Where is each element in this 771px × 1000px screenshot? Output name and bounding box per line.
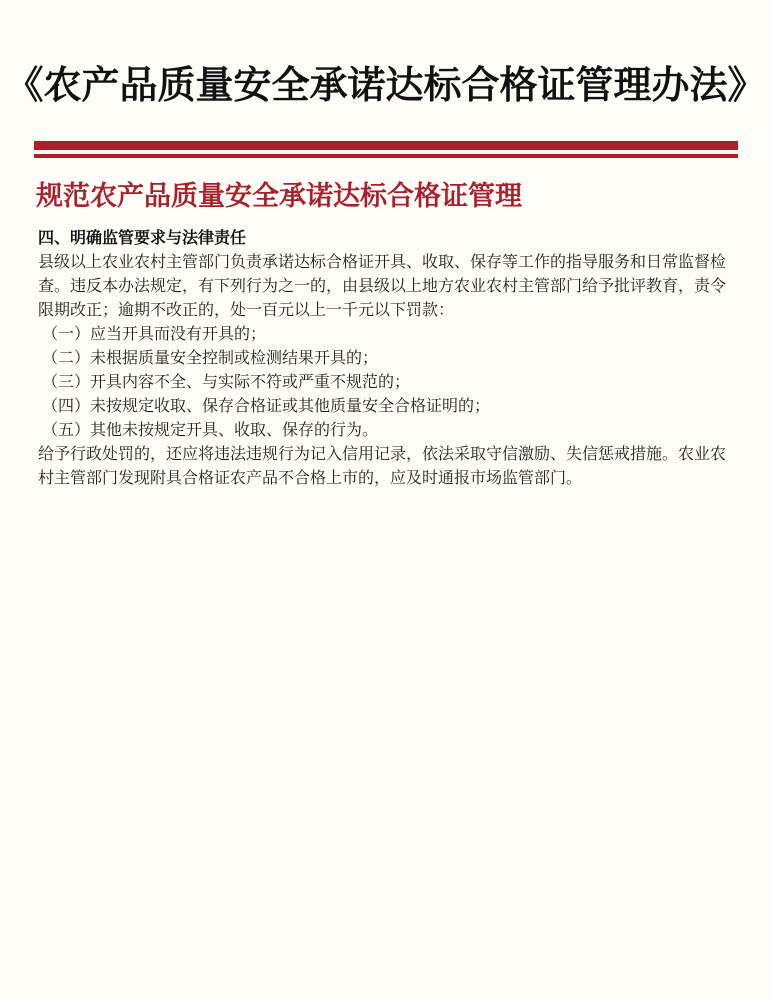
header-divider-thick (34, 141, 738, 150)
list-item: （三）开具内容不全、与实际不符或严重不规范的； (42, 372, 411, 391)
intro-paragraph: 县级以上农业农村主管部门负责承诺达标合格证开具、收取、保存等工作的指导服务和日常监督检查。违反本办法规定，有下列行为之一的，由县级以上地方农业农村主管部门给予批评教育，责令限期改正；逾期不改正的，处一百元以上一千元以下罚款： (38, 252, 727, 319)
page-title: 《农产品质量安全承诺达标合格证管理办法》 (5, 62, 766, 107)
list-item: （二）未根据质量安全控制或检测结果开具的； (42, 348, 379, 367)
list-item: （一）应当开具而没有开具的； (42, 324, 267, 343)
article-body (38, 226, 738, 490)
list-item: （四）未按规定收取、保存合格证或其他质量安全合格证明的； (42, 396, 491, 415)
section-heading: 四、明确监管要求与法律责任 (38, 228, 247, 247)
section-subtitle: 规范农产品质量安全承诺达标合格证管理 (36, 181, 522, 212)
list-item: （五）其他未按规定开具、收取、保存的行为。 (42, 420, 379, 439)
closing-paragraph: 给予行政处罚的，还应将违法违规行为记入信用记录，依法采取守信激励、失信惩戒措施。农业农村主管部门发现附具合格证农产品不合格上市的，应及时通报市场监管部门。 (38, 444, 727, 487)
header-divider-thin (34, 154, 738, 158)
